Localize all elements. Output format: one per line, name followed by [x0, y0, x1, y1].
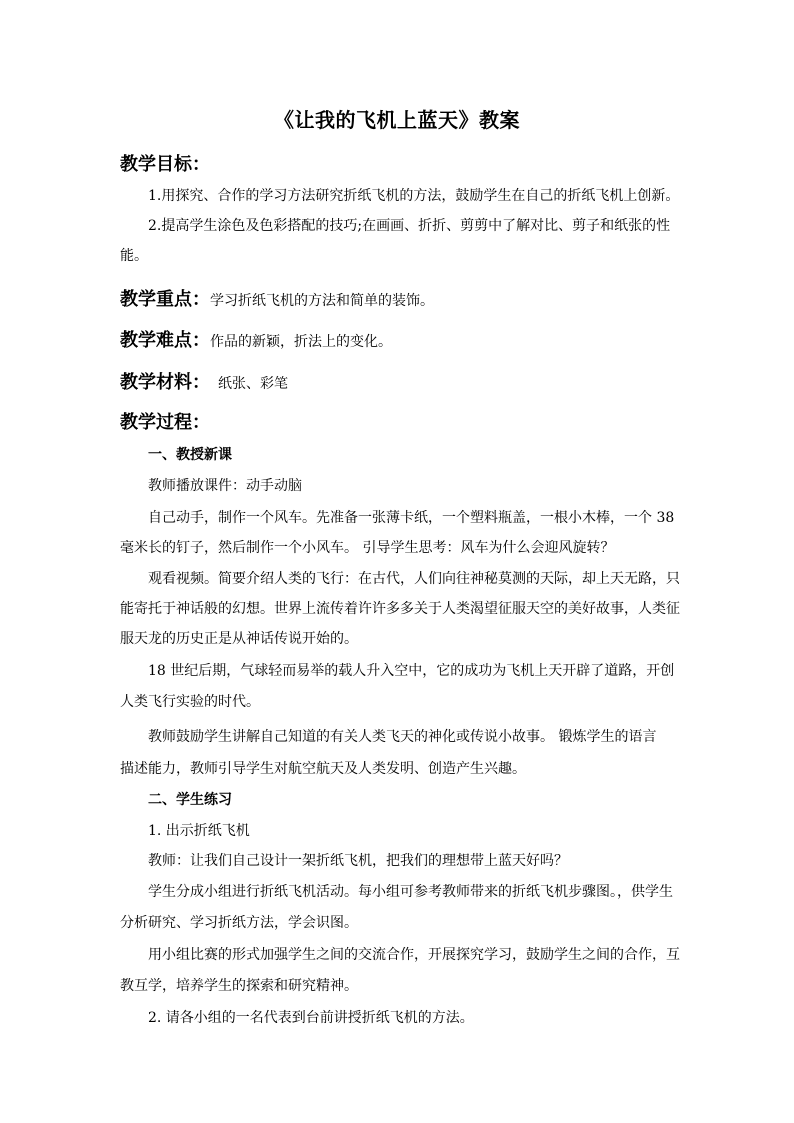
paragraph-line: 自己动手，制作一个风车。先准备一张薄卡纸，一个塑料瓶盖，一根小木棒，一个 38: [148, 510, 675, 526]
objective-1: 1.用探究、合作的学习方法研究折纸飞机的方法，鼓励学生在自己的折纸飞机上创新。: [148, 188, 680, 204]
paragraph-line: 2. 请各小组的一名代表到台前讲授折纸飞机的方法。: [148, 1010, 474, 1026]
objectives-heading: 教学目标：: [120, 154, 210, 175]
objective-2-line-2: 能。: [120, 248, 148, 264]
objective-2-line-1: 2.提高学生涂色及色彩搭配的技巧;在画画、折折、剪剪中了解对比、剪子和纸张的性: [148, 218, 671, 234]
materials-label: 教学材料：: [120, 372, 210, 393]
paragraph-line: 教师鼓励学生讲解自己知道的有关人类飞天的神化或传说小故事。 锻炼学生的语言: [148, 729, 657, 745]
difficulty-label: 教学难点：: [120, 330, 210, 351]
section-2-title: 二、学生练习: [148, 792, 232, 808]
paragraph-line: 教互学，培养学生的探索和研究精神。: [120, 978, 358, 994]
paragraph-line: 1. 出示折纸飞机: [148, 823, 250, 839]
materials-heading: [120, 368, 288, 394]
paragraph-line: 分析研究、学习折纸方法，学会识图。: [120, 915, 358, 931]
document-title: 《让我的飞机上蓝天》教案: [274, 108, 520, 132]
paragraph-line: 描述能力，教师引导学生对航空航天及人类发明、创造产生兴趣。: [120, 761, 526, 777]
keypoint-text: 学习折纸飞机的方法和简单的装饰。: [210, 293, 434, 309]
difficulty-text: 作品的新颖，折法上的变化。: [210, 334, 392, 350]
paragraph-line: 用小组比赛的形式加强学生之间的交流合作，开展探究学习，鼓励学生之间的合作，互: [148, 947, 680, 963]
section-1-title: 一、教授新课: [148, 447, 232, 463]
paragraph-line: 教师：让我们自己设计一架折纸飞机，把我们的理想带上蓝天好吗？: [148, 853, 568, 869]
paragraph-line: 18 世纪后期，气球轻而易举的载人升入空中，它的成功为飞机上天开辟了道路，开创: [148, 663, 675, 679]
paragraph-line: 能寄托于神话般的幻想。世界上流传着许许多多关于人类渴望征服天空的美好故事，人类征: [120, 601, 680, 617]
paragraph-line: 学生分成小组进行折纸飞机活动。每小组可参考教师带来的折纸飞机步骤图。，供学生: [148, 884, 673, 900]
paragraph-line: 服天龙的历史正是从神话传说开始的。: [120, 631, 358, 647]
paragraph-line: 教师播放课件：动手动脑: [148, 478, 302, 494]
keypoint-label: 教学重点：: [120, 289, 210, 310]
materials-text: 纸张、彩笔: [218, 376, 288, 392]
paragraph-line: 人类飞行实验的时代。: [120, 694, 260, 710]
paragraph-line: 观看视频。简要介绍人类的飞行：在古代，人们向往神秘莫测的天际，却上天无路，只: [148, 571, 680, 587]
keypoint-heading: [120, 285, 434, 311]
process-heading: 教学过程：: [120, 412, 210, 433]
difficulty-heading: [120, 326, 392, 352]
paragraph-line: 毫米长的钉子，然后制作一个小风车。 引导学生思考：风车为什么会迎风旋转？: [120, 540, 615, 556]
